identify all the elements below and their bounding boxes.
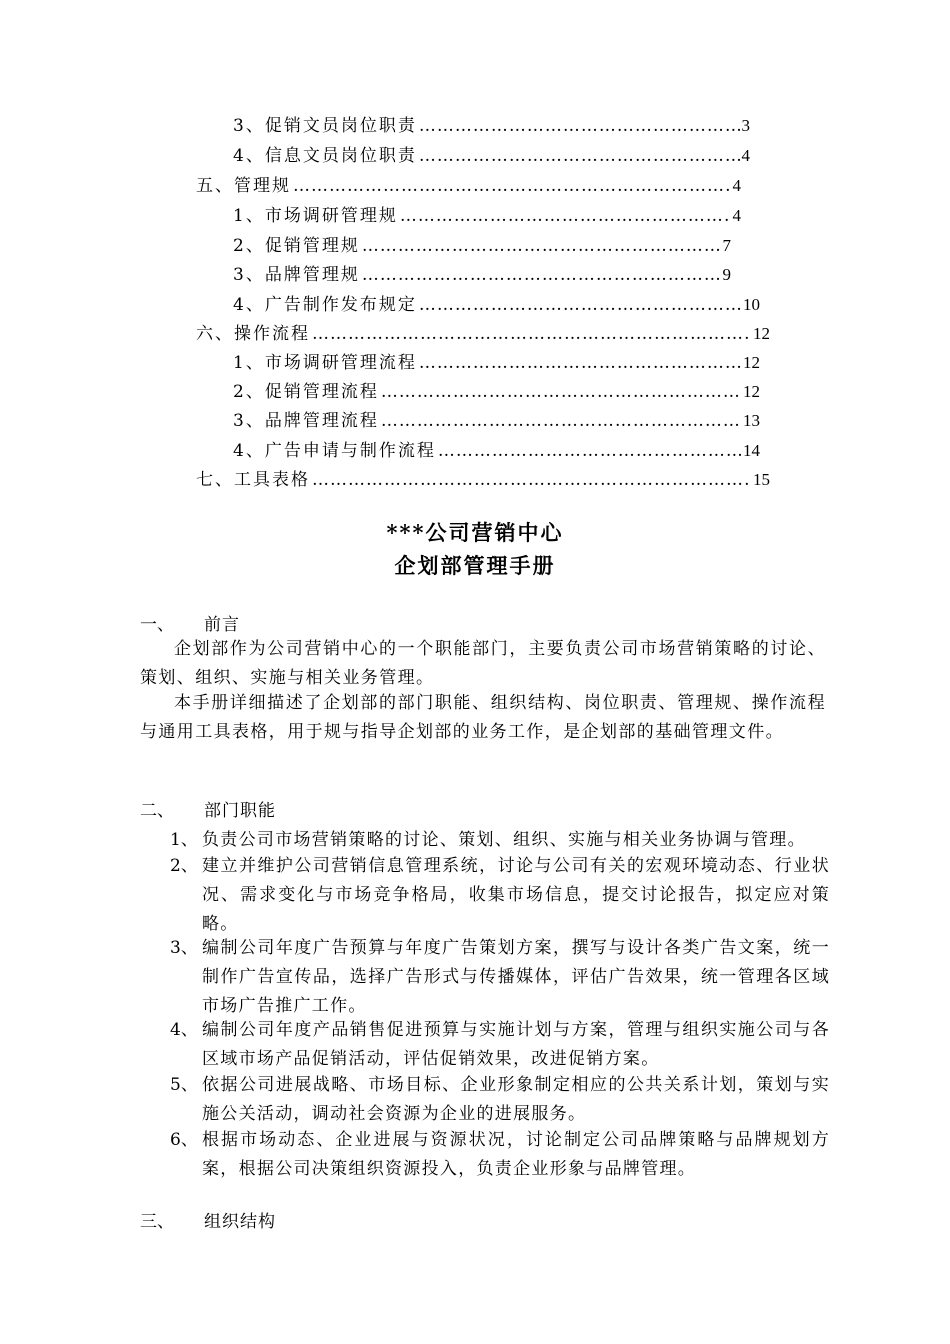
toc-entry-page: 4 bbox=[732, 206, 741, 225]
function-item-text: 建立并维护公司营销信息管理系统，讨论与公司有关的宏观环境动态、行业状况、需求变化与市场竞争格局，收集市场信息，提交讨论报告，拟定应对策略。 bbox=[202, 856, 830, 934]
toc-entry[interactable] bbox=[233, 201, 741, 231]
toc-entry[interactable] bbox=[233, 231, 731, 261]
toc-leader-dots bbox=[381, 406, 741, 436]
function-item-number: 2、 bbox=[170, 856, 198, 876]
toc-entry[interactable] bbox=[233, 290, 760, 320]
function-item bbox=[170, 1126, 830, 1184]
function-item-number: 4、 bbox=[170, 1020, 198, 1040]
toc-entry-label: 3、促销文员岗位职责 bbox=[233, 116, 417, 136]
toc-entry-page: 14 bbox=[743, 441, 760, 460]
document-title-line1: ***公司营销中心 bbox=[386, 520, 564, 545]
toc-entry[interactable] bbox=[233, 141, 750, 171]
section-number: 一、 bbox=[140, 615, 174, 635]
toc-entry-page: 7 bbox=[722, 236, 731, 255]
toc-entry-page: 12 bbox=[753, 324, 770, 343]
section-number: 三、 bbox=[140, 1212, 174, 1232]
function-item-text: 依据公司进展战略、市场目标、企业形象制定相应的公共关系计划，策划与实施公关活动，调动社会资源为企业的进展服务。 bbox=[202, 1075, 830, 1124]
toc-leader-dots bbox=[312, 465, 751, 495]
section-label: 部门职能 bbox=[204, 801, 276, 821]
function-item-text: 编制公司年度产品销售促进预算与实施计划与方案，管理与组织实施公司与各区域市场产品促销活动，评估促销效果，改进促销方案。 bbox=[202, 1020, 830, 1069]
toc-leader-dots bbox=[419, 141, 740, 171]
toc-entry-label: 六、操作流程 bbox=[196, 324, 310, 344]
toc-entry[interactable] bbox=[196, 319, 770, 349]
toc-entry[interactable] bbox=[233, 348, 760, 378]
function-item bbox=[170, 1016, 830, 1074]
toc-entry[interactable] bbox=[196, 465, 770, 495]
toc-entry-page: 13 bbox=[743, 411, 760, 430]
function-item-number: 5、 bbox=[170, 1075, 198, 1095]
toc-entry-page: 12 bbox=[743, 353, 760, 372]
function-item-text: 根据市场动态、企业进展与资源状况，讨论制定公司品牌策略与品牌规划方案，根据公司决策组织资源投入，负责企业形象与品牌管理。 bbox=[202, 1130, 830, 1179]
toc-entry[interactable] bbox=[233, 436, 760, 466]
function-item-text: 负责公司市场营销策略的讨论、策划、组织、实施与相关业务协调与管理。 bbox=[202, 830, 806, 850]
toc-entry-label: 1、市场调研管理流程 bbox=[233, 353, 417, 373]
function-item bbox=[170, 826, 830, 855]
toc-entry-label: 4、广告制作发布规定 bbox=[233, 295, 417, 315]
toc-entry-label: 4、广告申请与制作流程 bbox=[233, 441, 436, 461]
toc-entry-page: 9 bbox=[722, 265, 731, 284]
toc-entry-label: 3、品牌管理规 bbox=[233, 265, 360, 285]
section-label: 前言 bbox=[204, 615, 240, 635]
toc-leader-dots bbox=[419, 290, 741, 320]
toc-leader-dots bbox=[400, 201, 731, 231]
toc-entry-page: 15 bbox=[753, 470, 770, 489]
function-item bbox=[170, 934, 830, 1021]
toc-entry-label: 4、信息文员岗位职责 bbox=[233, 146, 417, 166]
toc-entry-label: 2、促销管理流程 bbox=[233, 382, 379, 402]
section-heading-organization bbox=[140, 1207, 276, 1237]
function-item-number: 1、 bbox=[170, 830, 198, 850]
function-item bbox=[170, 852, 830, 939]
toc-entry-page: 4 bbox=[741, 146, 750, 165]
toc-entry-page: 12 bbox=[743, 382, 760, 401]
function-item-number: 6、 bbox=[170, 1130, 198, 1150]
toc-entry[interactable] bbox=[196, 171, 741, 201]
toc-leader-dots bbox=[362, 231, 721, 261]
toc-entry[interactable] bbox=[233, 260, 731, 290]
toc-entry-label: 1、市场调研管理规 bbox=[233, 206, 398, 226]
toc-entry[interactable] bbox=[233, 111, 750, 141]
toc-leader-dots bbox=[419, 348, 741, 378]
toc-leader-dots bbox=[419, 111, 740, 141]
toc-entry-page: 3 bbox=[741, 116, 750, 135]
function-item-number: 3、 bbox=[170, 938, 198, 958]
preface-paragraph: 企划部作为公司营销中心的一个职能部门，主要负责公司市场营销策略的讨论、策划、组织、实施与相关业务管理。 bbox=[140, 639, 826, 688]
section-label: 组织结构 bbox=[204, 1212, 276, 1232]
toc-entry-label: 3、品牌管理流程 bbox=[233, 411, 379, 431]
toc-entry-label: 2、促销管理规 bbox=[233, 236, 360, 256]
toc-entry[interactable] bbox=[233, 406, 760, 436]
section-number: 二、 bbox=[140, 801, 174, 821]
function-item-text: 编制公司年度广告预算与年度广告策划方案，撰写与设计各类广告文案，统一制作广告宣传品，选择广告形式与传播媒体，评估广告效果，统一管理各区域市场广告推广工作。 bbox=[202, 938, 830, 1016]
toc-leader-dots bbox=[438, 436, 741, 466]
toc-leader-dots bbox=[293, 171, 731, 201]
toc-leader-dots bbox=[381, 377, 741, 407]
document-title-line2: 企划部管理手册 bbox=[394, 553, 556, 578]
toc-leader-dots bbox=[362, 260, 721, 290]
toc-leader-dots bbox=[312, 319, 751, 349]
toc-entry-page: 4 bbox=[732, 176, 741, 195]
function-item bbox=[170, 1071, 830, 1129]
toc-entry-label: 五、管理规 bbox=[196, 176, 291, 196]
toc-entry[interactable] bbox=[233, 377, 760, 407]
toc-entry-label: 七、工具表格 bbox=[196, 470, 310, 490]
section-heading-functions bbox=[140, 796, 276, 826]
preface-paragraph: 本手册详细描述了企划部的部门职能、组织结构、岗位职责、管理规、操作流程与通用工具表格，用于规与指导企划部的业务工作，是企划部的基础管理文件。 bbox=[140, 693, 826, 742]
toc-entry-page: 10 bbox=[743, 295, 760, 314]
